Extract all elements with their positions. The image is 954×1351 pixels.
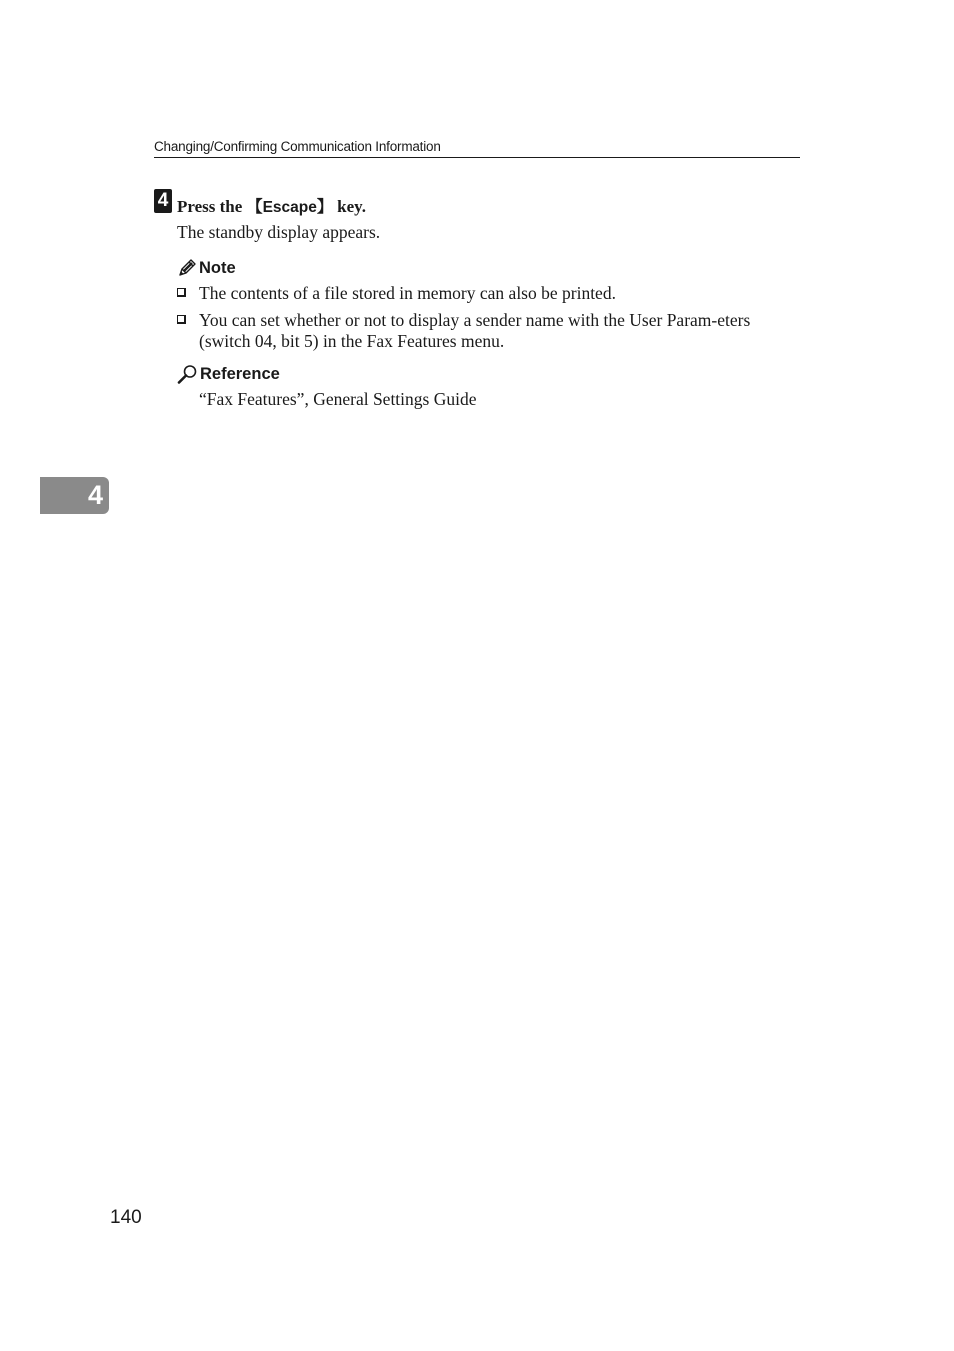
reference-heading xyxy=(177,363,280,385)
note-item-text: You can set whether or not to display a sender name with the User Param-eters (switch 04, bit 5) in the Fax Features menu. xyxy=(199,310,751,351)
step-body: The standby display appears. xyxy=(177,222,381,242)
checkbox-bullet-icon xyxy=(177,288,186,297)
step-number: 4 xyxy=(154,189,172,213)
page-number: 140 xyxy=(110,1207,142,1228)
key-name: Escape xyxy=(262,199,317,216)
reference-heading-label: Reference xyxy=(200,364,280,383)
pencil-icon xyxy=(177,258,197,278)
magnifier-icon xyxy=(177,364,198,385)
checkbox-bullet-icon xyxy=(177,315,186,324)
key-bracket-close: 】 xyxy=(316,197,333,216)
key-bracket-open: 【 xyxy=(246,197,263,216)
step-title-suffix: key. xyxy=(332,197,366,216)
step-title-prefix: Press the xyxy=(177,197,247,216)
note-item-text: The contents of a file stored in memory can also be printed. xyxy=(199,283,616,303)
note-heading xyxy=(177,257,236,279)
chapter-tab: 4 xyxy=(40,477,109,514)
note-heading-label: Note xyxy=(199,258,236,277)
note-item xyxy=(177,310,800,352)
step-title xyxy=(177,194,366,217)
note-item xyxy=(177,283,800,304)
running-header: Changing/Confirming Communication Information xyxy=(154,139,800,158)
reference-body: “Fax Features”, General Settings Guide xyxy=(199,389,477,409)
